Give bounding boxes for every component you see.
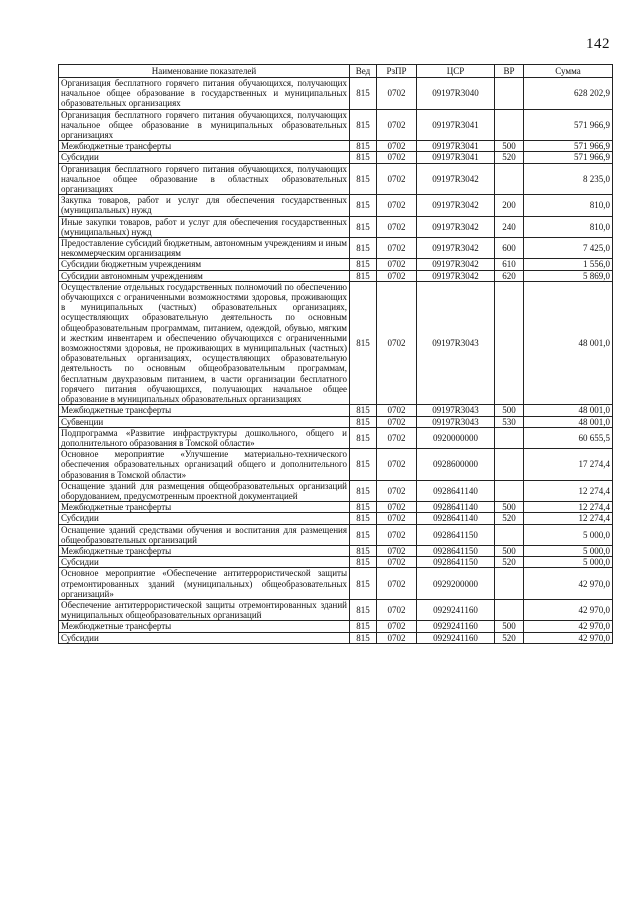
cell-name: Оснащение зданий средствами обучения и воспитания для размещения общеобразовательных организаций	[59, 524, 350, 545]
table-body	[59, 78, 613, 644]
cell-sum: 42 970,0	[524, 568, 613, 600]
table-row	[59, 259, 613, 270]
cell-ved: 815	[350, 513, 377, 524]
cell-rzpr: 0702	[377, 281, 417, 404]
header-name: Наименование показателей	[59, 65, 350, 78]
cell-vr: 610	[495, 259, 524, 270]
cell-name: Организация бесплатного горячего питания обучающихся, получающих начальное общее образование в муниципальных образовательных организациях	[59, 109, 350, 141]
cell-ved: 815	[350, 524, 377, 545]
cell-sum: 42 970,0	[524, 599, 613, 620]
cell-name: Субсидии	[59, 632, 350, 643]
cell-ved: 815	[350, 621, 377, 632]
table-row	[59, 632, 613, 643]
cell-csr: 0928641150	[417, 524, 495, 545]
cell-rzpr: 0702	[377, 78, 417, 110]
cell-sum: 12 274,4	[524, 502, 613, 513]
cell-vr: 500	[495, 405, 524, 416]
cell-ved: 815	[350, 195, 377, 216]
cell-sum: 17 274,4	[524, 449, 613, 481]
cell-name: Межбюджетные трансферты	[59, 502, 350, 513]
cell-vr	[495, 599, 524, 620]
table-row	[59, 238, 613, 259]
table-row	[59, 524, 613, 545]
table-row	[59, 599, 613, 620]
cell-rzpr: 0702	[377, 568, 417, 600]
cell-ved: 815	[350, 216, 377, 237]
cell-csr: 0928641140	[417, 480, 495, 501]
cell-ved: 815	[350, 405, 377, 416]
table-row	[59, 152, 613, 163]
cell-name: Межбюджетные трансферты	[59, 545, 350, 556]
cell-rzpr: 0702	[377, 152, 417, 163]
table-row	[59, 621, 613, 632]
cell-ved: 815	[350, 270, 377, 281]
cell-rzpr: 0702	[377, 513, 417, 524]
cell-vr: 500	[495, 502, 524, 513]
cell-sum: 628 202,9	[524, 78, 613, 110]
page-number: 142	[586, 36, 610, 52]
cell-csr: 09197R3041	[417, 141, 495, 152]
cell-sum: 7 425,0	[524, 238, 613, 259]
cell-ved: 815	[350, 599, 377, 620]
cell-vr: 520	[495, 513, 524, 524]
cell-rzpr: 0702	[377, 405, 417, 416]
cell-ved: 815	[350, 238, 377, 259]
cell-vr	[495, 524, 524, 545]
cell-ved: 815	[350, 632, 377, 643]
cell-vr	[495, 480, 524, 501]
cell-sum: 42 970,0	[524, 632, 613, 643]
table-row	[59, 502, 613, 513]
cell-rzpr: 0702	[377, 216, 417, 237]
cell-sum: 571 966,9	[524, 152, 613, 163]
header-ved: Вед	[350, 65, 377, 78]
cell-ved: 815	[350, 281, 377, 404]
cell-sum: 5 869,0	[524, 270, 613, 281]
cell-csr: 09197R3041	[417, 109, 495, 141]
cell-sum: 12 274,4	[524, 513, 613, 524]
cell-sum: 5 000,0	[524, 557, 613, 568]
cell-csr: 09197R3042	[417, 216, 495, 237]
cell-ved: 815	[350, 427, 377, 448]
cell-sum: 42 970,0	[524, 621, 613, 632]
cell-rzpr: 0702	[377, 238, 417, 259]
cell-ved: 815	[350, 502, 377, 513]
cell-ved: 815	[350, 480, 377, 501]
cell-csr: 0928641150	[417, 557, 495, 568]
cell-name: Организация бесплатного горячего питания обучающихся, получающих начальное общее образование в государственных и муниципальных образовательных организациях	[59, 78, 350, 110]
cell-sum: 810,0	[524, 216, 613, 237]
cell-vr: 200	[495, 195, 524, 216]
cell-ved: 815	[350, 109, 377, 141]
cell-csr: 09197R3042	[417, 259, 495, 270]
cell-name: Предоставление субсидий бюджетным, автономным учреждениям и иным некоммерческим организациям	[59, 238, 350, 259]
table-row	[59, 480, 613, 501]
cell-csr: 09197R3043	[417, 416, 495, 427]
cell-name: Субсидии автономным учреждениям	[59, 270, 350, 281]
table-row	[59, 557, 613, 568]
cell-vr: 530	[495, 416, 524, 427]
cell-vr: 240	[495, 216, 524, 237]
table-row	[59, 78, 613, 110]
cell-csr: 09197R3043	[417, 281, 495, 404]
cell-rzpr: 0702	[377, 632, 417, 643]
table-row	[59, 449, 613, 481]
cell-rzpr: 0702	[377, 416, 417, 427]
cell-rzpr: 0702	[377, 557, 417, 568]
cell-csr: 09197R3041	[417, 152, 495, 163]
cell-csr: 0928600000	[417, 449, 495, 481]
table-row	[59, 270, 613, 281]
cell-csr: 09197R3042	[417, 195, 495, 216]
cell-rzpr: 0702	[377, 259, 417, 270]
cell-name: Межбюджетные трансферты	[59, 405, 350, 416]
cell-vr: 520	[495, 152, 524, 163]
table-row	[59, 513, 613, 524]
cell-vr: 500	[495, 141, 524, 152]
cell-rzpr: 0702	[377, 524, 417, 545]
cell-rzpr: 0702	[377, 109, 417, 141]
table-row	[59, 568, 613, 600]
cell-sum: 60 655,5	[524, 427, 613, 448]
cell-csr: 0929241160	[417, 599, 495, 620]
cell-sum: 810,0	[524, 195, 613, 216]
cell-csr: 0928641140	[417, 502, 495, 513]
cell-name: Иные закупки товаров, работ и услуг для обеспечения государственных (муниципальных) нужд	[59, 216, 350, 237]
cell-rzpr: 0702	[377, 621, 417, 632]
cell-ved: 815	[350, 568, 377, 600]
cell-vr	[495, 109, 524, 141]
table-row	[59, 416, 613, 427]
table-row	[59, 195, 613, 216]
cell-csr: 0929241160	[417, 632, 495, 643]
cell-sum: 48 001,0	[524, 405, 613, 416]
cell-csr: 0928641140	[417, 513, 495, 524]
cell-ved: 815	[350, 449, 377, 481]
cell-vr	[495, 449, 524, 481]
cell-vr: 500	[495, 621, 524, 632]
cell-name: Субсидии бюджетным учреждениям	[59, 259, 350, 270]
cell-csr: 09197R3042	[417, 163, 495, 195]
cell-csr: 09197R3040	[417, 78, 495, 110]
cell-csr: 0929241160	[417, 621, 495, 632]
table-row	[59, 163, 613, 195]
header-vr: ВР	[495, 65, 524, 78]
table-row	[59, 427, 613, 448]
cell-rzpr: 0702	[377, 599, 417, 620]
cell-sum: 12 274,4	[524, 480, 613, 501]
cell-sum: 5 000,0	[524, 524, 613, 545]
cell-ved: 815	[350, 152, 377, 163]
cell-name: Субсидии	[59, 152, 350, 163]
cell-name: Осуществление отдельных государственных полномочий по обеспечению обучающихся с ограниченными возможностями здоровья, проживающих в муниципальных (частных) образовательных организациях, осуществляющих образовательную деятельность по основным общеобразовательным программам, питанием, одеждой, обувью, мягким и жестким инвентарем и обеспечению обучающихся с ограниченными возможностями здоровья, не проживающих в муниципальных (частных) образовательных организациях, осуществляющих образовательную деятельность по основным общеобразовательным программам, бесплатным двухразовым питанием, в части организации бесплатного горячего питания обучающихся, получающих начальное общее образование в муниципальных образовательных организациях	[59, 281, 350, 404]
cell-rzpr: 0702	[377, 141, 417, 152]
cell-name: Основное мероприятие «Улучшение материально-технического обеспечения образовательных организаций общего и дополнительного образования в Томской области»	[59, 449, 350, 481]
table-row	[59, 545, 613, 556]
table-header-row	[59, 65, 613, 78]
cell-vr: 620	[495, 270, 524, 281]
cell-rzpr: 0702	[377, 502, 417, 513]
cell-sum: 48 001,0	[524, 281, 613, 404]
cell-vr: 520	[495, 557, 524, 568]
cell-name: Межбюджетные трансферты	[59, 621, 350, 632]
cell-name: Субсидии	[59, 513, 350, 524]
cell-rzpr: 0702	[377, 449, 417, 481]
cell-rzpr: 0702	[377, 195, 417, 216]
cell-rzpr: 0702	[377, 270, 417, 281]
cell-name: Подпрограмма «Развитие инфраструктуры дошкольного, общего и дополнительного образования в Томской области»	[59, 427, 350, 448]
cell-sum: 48 001,0	[524, 416, 613, 427]
cell-vr	[495, 568, 524, 600]
cell-name: Организация бесплатного горячего питания обучающихся, получающих начальное общее образование в областных образовательных организациях	[59, 163, 350, 195]
table-row	[59, 281, 613, 404]
cell-ved: 815	[350, 163, 377, 195]
cell-vr	[495, 163, 524, 195]
table-row	[59, 109, 613, 141]
cell-sum: 8 235,0	[524, 163, 613, 195]
header-sum: Сумма	[524, 65, 613, 78]
cell-name: Основное мероприятие «Обеспечение антитеррористической защиты отремонтированных зданий (муниципальных) общеобразовательных организаций»	[59, 568, 350, 600]
cell-csr: 09197R3043	[417, 405, 495, 416]
cell-rzpr: 0702	[377, 427, 417, 448]
cell-name: Межбюджетные трансферты	[59, 141, 350, 152]
cell-name: Обеспечение антитеррористической защиты отремонтированных зданий муниципальных общеобразовательных организаций	[59, 599, 350, 620]
header-csr: ЦСР	[417, 65, 495, 78]
cell-csr: 0929200000	[417, 568, 495, 600]
table-row	[59, 141, 613, 152]
cell-sum: 571 966,9	[524, 109, 613, 141]
cell-ved: 815	[350, 545, 377, 556]
cell-name: Оснащение зданий для размещения общеобразовательных организаций оборудованием, предусмотренным проектной документацией	[59, 480, 350, 501]
cell-ved: 815	[350, 78, 377, 110]
cell-ved: 815	[350, 259, 377, 270]
cell-ved: 815	[350, 416, 377, 427]
cell-rzpr: 0702	[377, 545, 417, 556]
cell-sum: 1 556,0	[524, 259, 613, 270]
cell-rzpr: 0702	[377, 163, 417, 195]
cell-ved: 815	[350, 141, 377, 152]
cell-name: Субсидии	[59, 557, 350, 568]
cell-name: Закупка товаров, работ и услуг для обеспечения государственных (муниципальных) нужд	[59, 195, 350, 216]
cell-rzpr: 0702	[377, 480, 417, 501]
table-row	[59, 405, 613, 416]
cell-csr: 09197R3042	[417, 238, 495, 259]
cell-vr	[495, 281, 524, 404]
budget-table	[58, 64, 613, 644]
cell-sum: 571 966,9	[524, 141, 613, 152]
cell-name: Субвенции	[59, 416, 350, 427]
cell-vr: 500	[495, 545, 524, 556]
cell-vr: 600	[495, 238, 524, 259]
cell-vr	[495, 78, 524, 110]
cell-vr: 520	[495, 632, 524, 643]
cell-sum: 5 000,0	[524, 545, 613, 556]
cell-csr: 09197R3042	[417, 270, 495, 281]
cell-csr: 0928641150	[417, 545, 495, 556]
table-row	[59, 216, 613, 237]
cell-ved: 815	[350, 557, 377, 568]
cell-vr	[495, 427, 524, 448]
cell-csr: 0920000000	[417, 427, 495, 448]
header-rzpr: РзПР	[377, 65, 417, 78]
